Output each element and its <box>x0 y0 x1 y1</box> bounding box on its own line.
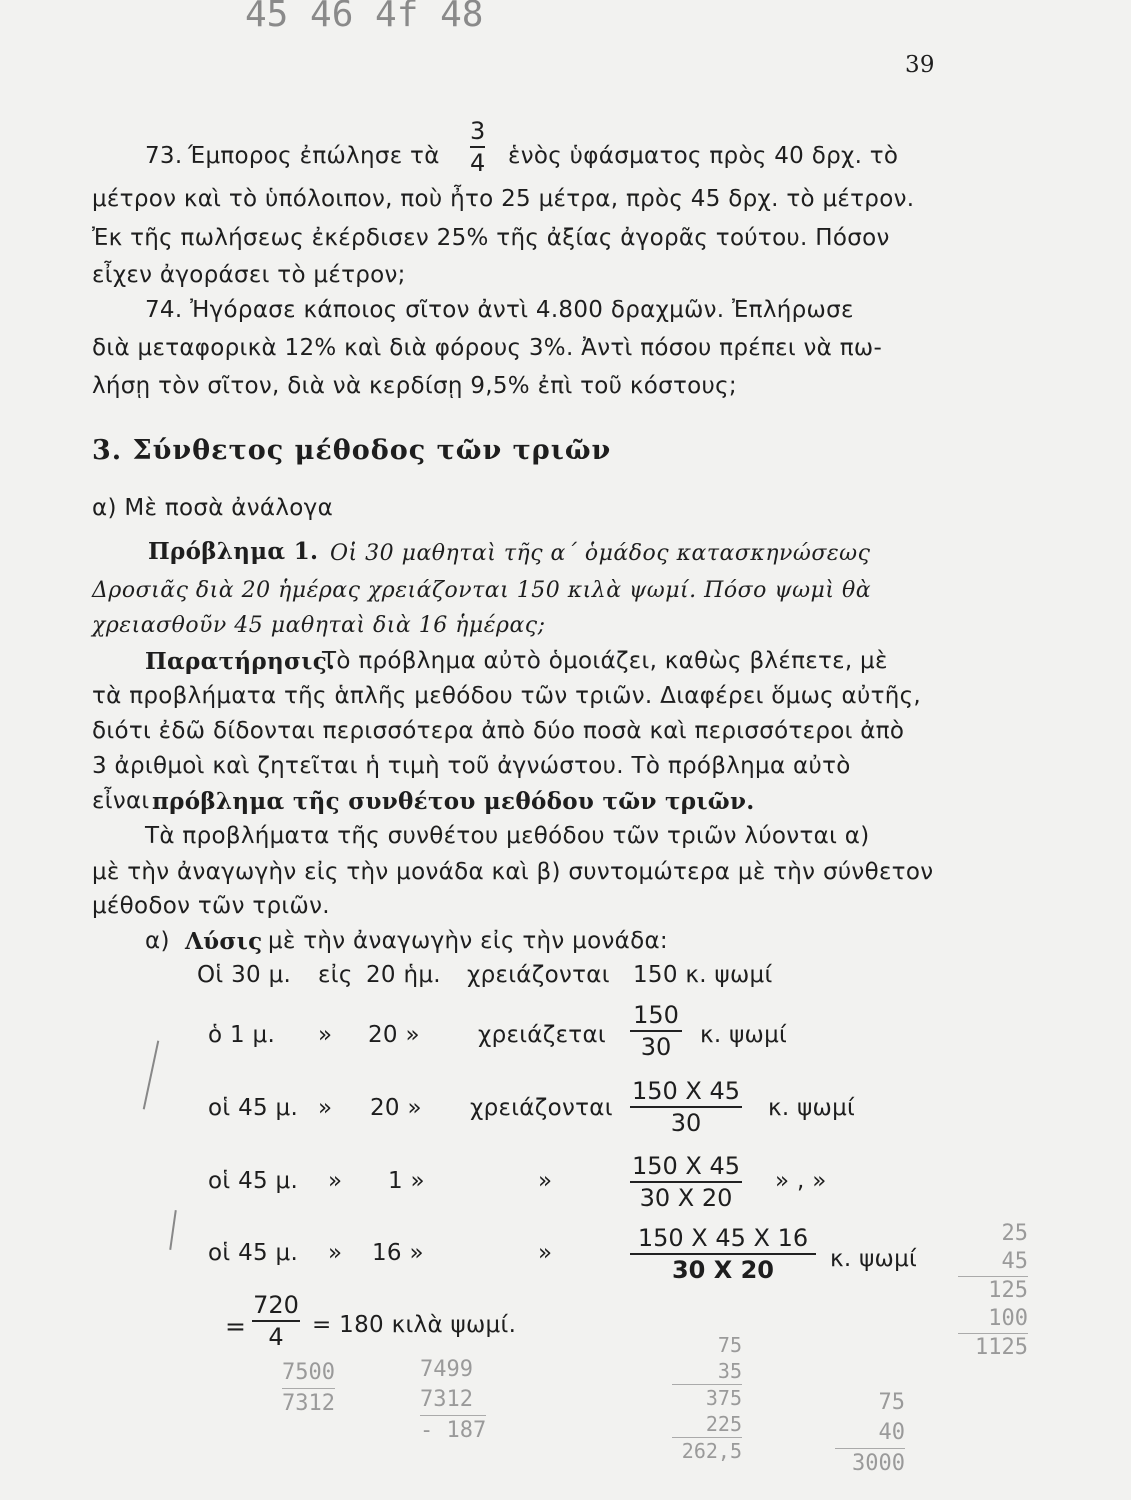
row-verb: » <box>538 1168 553 1194</box>
remark-line5-bold: πρόβλημα τῆς συνθέτου μεθόδου τῶν τριῶν. <box>152 788 755 815</box>
remark-line5-start: εἶναι <box>92 788 150 814</box>
row-who: ὁ 1 μ. <box>208 1022 276 1048</box>
handwritten-value: 7312 <box>420 1385 486 1416</box>
p73-fraction <box>470 118 485 177</box>
row-fraction-numerator: 150 <box>633 1001 679 1029</box>
result-fraction-denominator: 4 <box>268 1323 284 1352</box>
handwritten-calc-a <box>282 1358 335 1419</box>
p73-line2: μέτρον καὶ τὸ ὑπόλοιπον, ποὺ ἦτο 25 μέτρα, πρὸς 45 δρχ. τὸ μέτρον. <box>92 186 915 212</box>
para2-line1: Τὰ προβλήματα τῆς συνθέτου μεθόδου τῶν τριῶν λύονται α) <box>145 823 870 849</box>
row-who: οἱ 45 μ. <box>208 1168 299 1194</box>
problem-line1: Οἱ 30 μαθηταὶ τῆς α΄ ὁμάδος κατασκηνώσεως <box>330 541 871 566</box>
row-fraction-denominator: 30 <box>670 1109 702 1138</box>
row-verb: χρειάζονται <box>467 962 610 988</box>
row-fraction-denominator: 30 <box>640 1033 672 1062</box>
row-days: 1 » <box>388 1168 425 1194</box>
result-fraction-numerator: 720 <box>253 1291 299 1319</box>
p73-line1-rest: ἑνὸς ὑφάσματος πρὸς 40 δρχ. τὸ <box>508 143 899 169</box>
handwritten-value: - 187 <box>420 1418 487 1443</box>
row-who: οἱ 45 μ. <box>208 1240 299 1266</box>
handwritten-value: 225 <box>672 1411 742 1438</box>
pencil-mark <box>143 1041 160 1110</box>
row-fraction-numerator: 150 X 45 X 16 <box>637 1224 809 1252</box>
p73-fraction-numerator: 3 <box>470 117 486 145</box>
handwritten-value: 3000 <box>852 1451 905 1476</box>
solution-text: μὲ τὴν ἀναγωγὴν εἰς τὴν μονάδα: <box>268 928 668 954</box>
row-verb: χρειάζεται <box>478 1022 606 1048</box>
handwritten-calc-d <box>835 1388 905 1479</box>
row-who: Οἱ 30 μ. <box>197 962 292 988</box>
p74-line3: λήσῃ τὸν σῖτον, διὰ νὰ κερδίσῃ 9,5% ἐπὶ τοῦ κόστους; <box>92 373 737 399</box>
remark-line3: διότι ἐδῶ δίδονται περισσότερα ἀπὸ δύο ποσὰ καὶ περισσότεροι ἀπὸ <box>92 718 905 744</box>
handwritten-value: 100 <box>958 1305 1028 1334</box>
result-fraction <box>252 1292 300 1351</box>
remark-line1: Τὸ πρόβλημα αὐτὸ ὁμοιάζει, καθὼς βλέπετε, μὲ <box>322 648 888 674</box>
row-prep: εἰς <box>318 962 353 988</box>
handwritten-value: 40 <box>835 1418 905 1449</box>
problem-line2: Δροσιᾶς διὰ 20 ἡμέρας χρειάζονται 150 κιλὰ ψωμί. Πόσο ψωμὶ θὰ <box>92 578 872 603</box>
problem-line3: χρειασθοῦν 45 μαθηταὶ διὰ 16 ἡμέρας; <box>92 613 546 638</box>
row-unit: » , » <box>775 1168 827 1194</box>
row-fraction-denominator: 30 X 20 <box>671 1256 774 1285</box>
p74-line2: διὰ μεταφορικὰ 12% καὶ διὰ φόρους 3%. Ἀντὶ πόσου πρέπει νὰ πω- <box>92 335 883 361</box>
page-number: 39 <box>905 52 935 78</box>
p73-fraction-denominator: 4 <box>470 149 486 178</box>
row-amount: 150 κ. ψωμί <box>633 962 773 988</box>
handwritten-value: 375 <box>705 1386 742 1410</box>
p73-line4: εἶχεν ἀγοράσει τὸ μέτρον; <box>92 262 406 288</box>
row-who: οἱ 45 μ. <box>208 1095 299 1121</box>
p73-line3: Ἐκ τῆς πωλήσεως ἐκέρδισεν 25% τῆς ἀξίας ἀγορᾶς τούτου. Πόσον <box>92 225 890 251</box>
margin-scribble: 45 46 4f 48 <box>245 0 484 35</box>
handwritten-value: 7312 <box>282 1391 335 1416</box>
row-days: 20 » <box>368 1022 420 1048</box>
problem-label: Πρόβλημα 1. <box>148 538 319 565</box>
row-days: 20 ἡμ. <box>366 962 441 988</box>
row-unit: κ. ψωμί <box>700 1022 788 1048</box>
remark-line2: τὰ προβλήματα τῆς ἁπλῆς μεθόδου τῶν τριῶν. Διαφέρει ὅμως αὐτῆς, <box>92 683 922 709</box>
handwritten-value: 262,5 <box>681 1439 742 1463</box>
remark-label: Παρατήρησις. <box>145 648 336 675</box>
p74-line1: 74. Ἠγόρασε κάποιος σῖτον ἀντὶ 4.800 δραχμῶν. Ἐπλήρωσε <box>145 297 854 323</box>
handwritten-calc-right <box>958 1220 1028 1362</box>
handwritten-value: 75 <box>717 1333 742 1357</box>
row-fraction-numerator: 150 X 45 <box>631 1077 741 1105</box>
solution-prefix: α) <box>145 928 170 954</box>
handwritten-value: 75 <box>878 1390 905 1415</box>
pencil-mark <box>169 1210 177 1250</box>
row-fraction-numerator: 150 X 45 <box>631 1152 741 1180</box>
row-unit: κ. ψωμί <box>830 1246 918 1272</box>
para2-line2: μὲ τὴν ἀναγωγὴν εἰς τὴν μονάδα καὶ β) συντομώτερα μὲ τὴν σύνθετον <box>92 859 934 885</box>
result-text: = 180 κιλὰ ψωμί. <box>312 1312 517 1338</box>
handwritten-value: 45 <box>958 1248 1028 1277</box>
row-fraction <box>630 1002 682 1061</box>
handwritten-calc-b <box>420 1355 486 1446</box>
handwritten-calc-c <box>672 1332 742 1464</box>
subsection-heading: α) Μὲ ποσὰ ἀνάλογα <box>92 495 334 521</box>
row-days: 16 » <box>372 1240 424 1266</box>
section-heading: 3. Σύνθετος μέθοδος τῶν τριῶν <box>92 435 612 466</box>
handwritten-value: 7499 <box>420 1357 473 1382</box>
handwritten-value: 1125 <box>975 1335 1028 1360</box>
row-fraction <box>630 1153 742 1212</box>
solution-label: Λύσις <box>185 928 263 955</box>
row-prep: » <box>328 1240 343 1266</box>
row-days: 20 » <box>370 1095 422 1121</box>
handwritten-value: 25 <box>1001 1221 1028 1246</box>
row-prep: » <box>318 1022 333 1048</box>
para2-line3: μέθοδον τῶν τριῶν. <box>92 893 330 919</box>
result-equals: = <box>225 1312 247 1341</box>
row-unit: κ. ψωμί <box>768 1095 856 1121</box>
handwritten-value: 7500 <box>282 1358 335 1389</box>
row-fraction <box>630 1078 742 1137</box>
handwritten-value: 125 <box>988 1278 1028 1303</box>
row-verb: χρειάζονται <box>470 1095 613 1121</box>
row-prep: » <box>328 1168 343 1194</box>
row-fraction-denominator: 30 X 20 <box>639 1184 733 1213</box>
row-prep: » <box>318 1095 333 1121</box>
remark-line4: 3 ἀριθμοὶ καὶ ζητεῖται ἡ τιμὴ τοῦ ἀγνώστου. Τὸ πρόβλημα αὐτὸ <box>92 753 851 779</box>
row-verb: » <box>538 1240 553 1266</box>
p73-number: 73. <box>145 143 183 169</box>
handwritten-value: 35 <box>672 1358 742 1385</box>
p73-line1-start: Έμπορος ἐπώλησε τὰ <box>188 143 440 169</box>
row-fraction <box>630 1225 816 1284</box>
